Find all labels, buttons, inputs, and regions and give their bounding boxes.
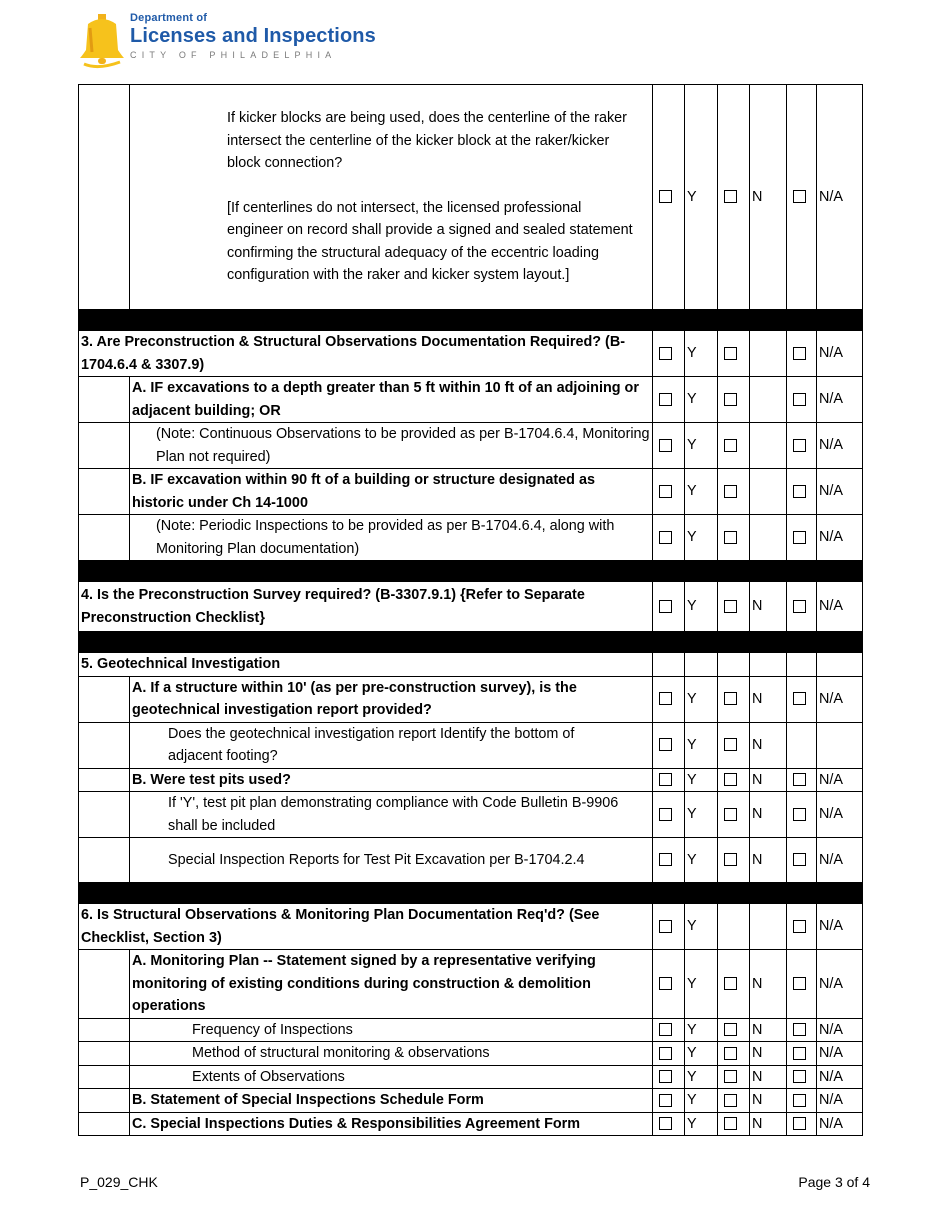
checkbox-na[interactable] xyxy=(793,977,806,990)
label-n: N xyxy=(750,1112,787,1136)
section-6a-item-1: Frequency of Inspections xyxy=(130,1018,653,1042)
label-na: N/A xyxy=(817,582,863,632)
table-row xyxy=(79,838,863,883)
label-n: N xyxy=(750,1042,787,1066)
label-n: N xyxy=(750,1065,787,1089)
section-3b-note: (Note: Periodic Inspections to be provided as per B-1704.6.4, along with Monitoring Plan documentation) xyxy=(130,515,653,561)
checkbox-no[interactable] xyxy=(724,1047,737,1060)
checkbox-no[interactable] xyxy=(724,1094,737,1107)
label-na: N/A xyxy=(817,768,863,792)
checkbox-yes[interactable] xyxy=(659,439,672,452)
section-6b-question: B. Statement of Special Inspections Schedule Form xyxy=(130,1089,653,1113)
checkbox-na[interactable] xyxy=(793,773,806,786)
label-na: N/A xyxy=(817,85,863,310)
label-n: N xyxy=(750,792,787,838)
table-row xyxy=(79,515,863,561)
label-n: N xyxy=(750,676,787,722)
form-id: P_029_CHK xyxy=(80,1174,158,1190)
checkbox-yes[interactable] xyxy=(659,393,672,406)
section-3b-question: B. IF excavation within 90 ft of a building or structure designated as historic under Ch 14-1000 xyxy=(130,469,653,515)
checkbox-na[interactable] xyxy=(793,808,806,821)
checkbox-yes[interactable] xyxy=(659,853,672,866)
label-na: N/A xyxy=(817,904,863,950)
label-y: Y xyxy=(685,423,718,469)
checkbox-no[interactable] xyxy=(724,853,737,866)
checkbox-no[interactable] xyxy=(724,1070,737,1083)
label-y: Y xyxy=(685,582,718,632)
checkbox-na[interactable] xyxy=(793,485,806,498)
label-y: Y xyxy=(685,1112,718,1136)
section-3-question: 3. Are Preconstruction & Structural Observations Documentation Required? (B-1704.6.4 & 3307.9) xyxy=(79,331,653,377)
checkbox-no[interactable] xyxy=(724,1023,737,1036)
label-n: N xyxy=(750,1018,787,1042)
checkbox-no[interactable] xyxy=(724,439,737,452)
section-5a-question: A. If a structure within 10' (as per pre-construction survey), is the geotechnical investigation report provided? xyxy=(130,676,653,722)
checkbox-no[interactable] xyxy=(724,485,737,498)
label-na: N/A xyxy=(817,1089,863,1113)
label-n: N xyxy=(750,85,787,310)
section-5b-sub1: If 'Y', test pit plan demonstrating compliance with Code Bulletin B-9906 shall be included xyxy=(130,792,653,838)
checkbox-no[interactable] xyxy=(724,347,737,360)
table-row xyxy=(79,653,863,677)
checkbox-no[interactable] xyxy=(724,692,737,705)
checkbox-na[interactable] xyxy=(793,692,806,705)
section-4-question: 4. Is the Preconstruction Survey required? (B-3307.9.1) {Refer to Separate Preconstruction Checklist} xyxy=(79,582,653,632)
label-y: Y xyxy=(685,722,718,768)
checkbox-yes[interactable] xyxy=(659,738,672,751)
section-6a-item-2: Method of structural monitoring & observations xyxy=(130,1042,653,1066)
section-5b-sub2: Special Inspection Reports for Test Pit Excavation per B-1704.2.4 xyxy=(130,838,653,883)
checkbox-no[interactable] xyxy=(724,190,737,203)
label-y: Y xyxy=(685,792,718,838)
checkbox-yes[interactable] xyxy=(659,190,672,203)
page-number: Page 3 of 4 xyxy=(798,1174,870,1190)
section-divider xyxy=(79,561,863,582)
checkbox-na[interactable] xyxy=(793,1094,806,1107)
label-na: N/A xyxy=(817,469,863,515)
checkbox-no[interactable] xyxy=(724,1117,737,1130)
checkbox-yes[interactable] xyxy=(659,1070,672,1083)
table-row xyxy=(79,377,863,423)
checkbox-na[interactable] xyxy=(793,190,806,203)
table-row xyxy=(79,331,863,377)
checkbox-yes[interactable] xyxy=(659,808,672,821)
section-6a-question: A. Monitoring Plan -- Statement signed by a representative verifying monitoring of existing conditions during construction & demolition operations xyxy=(130,950,653,1019)
table-row xyxy=(79,1065,863,1089)
label-y: Y xyxy=(685,1065,718,1089)
checkbox-na[interactable] xyxy=(793,1047,806,1060)
section-6-question: 6. Is Structural Observations & Monitoring Plan Documentation Req'd? (See Checklist, Section 3) xyxy=(79,904,653,950)
table-row xyxy=(79,676,863,722)
label-na: N/A xyxy=(817,377,863,423)
label-y: Y xyxy=(685,1089,718,1113)
section-3a-question: A. IF excavations to a depth greater than 5 ft within 10 ft of an adjoining or adjacent building; OR xyxy=(130,377,653,423)
checkbox-yes[interactable] xyxy=(659,600,672,613)
label-n: N xyxy=(750,768,787,792)
label-n: N xyxy=(750,582,787,632)
checkbox-yes[interactable] xyxy=(659,1094,672,1107)
checkbox-na[interactable] xyxy=(793,920,806,933)
department-logo xyxy=(78,12,378,72)
liberty-bell-icon xyxy=(78,12,126,70)
checkbox-na[interactable] xyxy=(793,347,806,360)
checkbox-na[interactable] xyxy=(793,853,806,866)
checkbox-yes[interactable] xyxy=(659,1117,672,1130)
section-divider xyxy=(79,883,863,904)
checkbox-na[interactable] xyxy=(793,531,806,544)
checkbox-no[interactable] xyxy=(724,977,737,990)
table-row xyxy=(79,469,863,515)
label-na: N/A xyxy=(817,423,863,469)
dept-line: Department of xyxy=(130,12,208,24)
section-divider xyxy=(79,310,863,331)
table-row xyxy=(79,1018,863,1042)
label-na: N/A xyxy=(817,950,863,1019)
checkbox-na[interactable] xyxy=(793,1023,806,1036)
section-6a-item-3: Extents of Observations xyxy=(130,1065,653,1089)
label-n: N xyxy=(750,950,787,1019)
label-y: Y xyxy=(685,331,718,377)
checkbox-no[interactable] xyxy=(724,738,737,751)
label-y: Y xyxy=(685,377,718,423)
label-y: Y xyxy=(685,676,718,722)
checkbox-na[interactable] xyxy=(793,439,806,452)
label-na: N/A xyxy=(817,515,863,561)
table-row xyxy=(79,768,863,792)
label-n: N xyxy=(750,838,787,883)
checkbox-no[interactable] xyxy=(724,531,737,544)
section-3a-note: (Note: Continuous Observations to be provided as per B-1704.6.4, Monitoring Plan not required) xyxy=(130,423,653,469)
checkbox-yes[interactable] xyxy=(659,531,672,544)
checkbox-yes[interactable] xyxy=(659,1047,672,1060)
label-y: Y xyxy=(685,85,718,310)
dept-title: Licenses and Inspections xyxy=(130,25,376,47)
section-5-heading: 5. Geotechnical Investigation xyxy=(79,653,653,677)
checkbox-yes[interactable] xyxy=(659,920,672,933)
table-row xyxy=(79,85,863,310)
label-na: N/A xyxy=(817,1018,863,1042)
table-row xyxy=(79,722,863,768)
label-na: N/A xyxy=(817,676,863,722)
checklist-table xyxy=(78,84,863,1136)
label-na: N/A xyxy=(817,838,863,883)
label-na: N/A xyxy=(817,1112,863,1136)
table-row xyxy=(79,950,863,1019)
label-na: N/A xyxy=(817,331,863,377)
label-y: Y xyxy=(685,768,718,792)
label-y: Y xyxy=(685,904,718,950)
checkbox-no[interactable] xyxy=(724,393,737,406)
checkbox-yes[interactable] xyxy=(659,485,672,498)
checkbox-yes[interactable] xyxy=(659,347,672,360)
label-y: Y xyxy=(685,469,718,515)
table-row xyxy=(79,1042,863,1066)
table-row xyxy=(79,904,863,950)
section-divider xyxy=(79,632,863,653)
table-row xyxy=(79,582,863,632)
label-y: Y xyxy=(685,838,718,883)
checkbox-na[interactable] xyxy=(793,1070,806,1083)
section-5b-question: B. Were test pits used? xyxy=(130,768,653,792)
label-y: Y xyxy=(685,950,718,1019)
kicker-question: If kicker blocks are being used, does the centerline of the raker intersect the centerline of the kicker block at the raker/kicker block connection? xyxy=(227,110,627,172)
table-row xyxy=(79,792,863,838)
label-n: N xyxy=(750,1089,787,1113)
kicker-note: [If centerlines do not intersect, the licensed professional engineer on record shall provide a signed and sealed statement confirming the structural adequacy of the eccentric loading configuration with the raker and kicker system layout.] xyxy=(227,199,633,284)
checkbox-na[interactable] xyxy=(793,393,806,406)
table-row xyxy=(79,423,863,469)
checkbox-na[interactable] xyxy=(793,600,806,613)
checkbox-yes[interactable] xyxy=(659,773,672,786)
label-y: Y xyxy=(685,515,718,561)
checkbox-yes[interactable] xyxy=(659,977,672,990)
checkbox-no[interactable] xyxy=(724,600,737,613)
checkbox-no[interactable] xyxy=(724,808,737,821)
checkbox-na[interactable] xyxy=(793,1117,806,1130)
checkbox-yes[interactable] xyxy=(659,1023,672,1036)
checkbox-yes[interactable] xyxy=(659,692,672,705)
section-6c-question: C. Special Inspections Duties & Responsibilities Agreement Form xyxy=(130,1112,653,1136)
label-y: Y xyxy=(685,1042,718,1066)
checkbox-no[interactable] xyxy=(724,773,737,786)
label-na: N/A xyxy=(817,1065,863,1089)
table-row xyxy=(79,1089,863,1113)
label-y: Y xyxy=(685,1018,718,1042)
label-na: N/A xyxy=(817,792,863,838)
label-n: N xyxy=(750,722,787,768)
table-row xyxy=(79,1112,863,1136)
city-line: CITY OF PHILADELPHIA xyxy=(130,50,337,60)
section-5a-sub: Does the geotechnical investigation report Identify the bottom of adjacent footing? xyxy=(130,722,653,768)
label-na: N/A xyxy=(817,1042,863,1066)
